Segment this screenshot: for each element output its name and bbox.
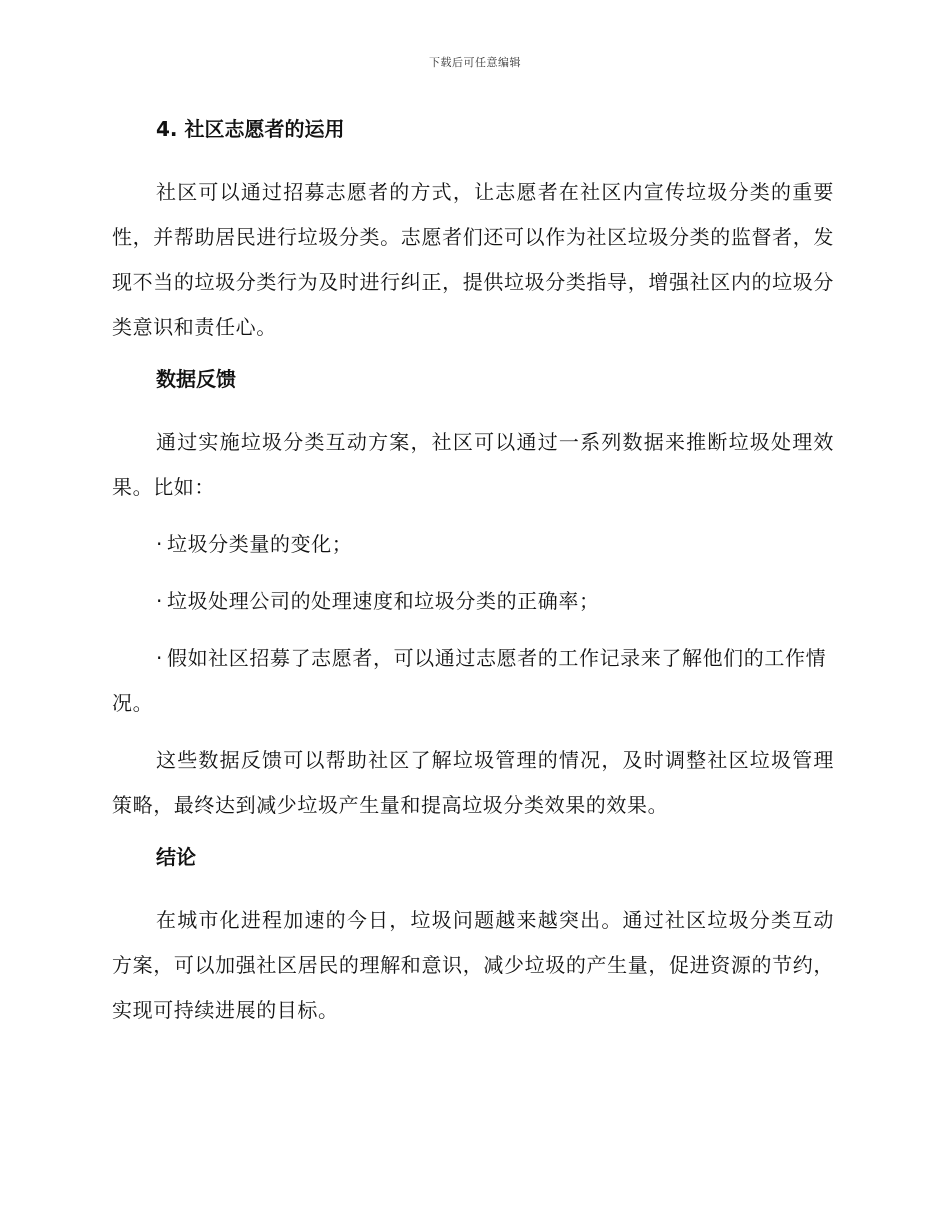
section-heading-conclusion: 结论 [156, 845, 196, 869]
bullet-item [112, 636, 834, 726]
paragraph-conclusion: 在城市化进程加速的今日，垃圾问题越来越突出。通过社区垃圾分类互动方案，可以加强社区居民的理解和意识，减少垃圾的产生量，促进资源的节约，实现可持续进展的目标。 [112, 908, 834, 1022]
bullet-item [112, 522, 834, 567]
bullet-text: 垃圾处理公司的处理速度和垃圾分类的正确率； [166, 589, 600, 613]
paragraph-feedback-intro: 通过实施垃圾分类互动方案，社区可以通过一系列数据来推断垃圾处理效果。比如： [112, 430, 834, 499]
bullet-text: 假如社区招募了志愿者，可以通过志愿者的工作记录来了解他们的工作情况。 [112, 646, 827, 715]
bullet-dot: · [156, 589, 163, 613]
page-header: 下载后可任意编辑 [429, 56, 521, 69]
bullet-item [112, 579, 834, 624]
document-body [112, 112, 834, 1045]
paragraph-feedback-closing: 这些数据反馈可以帮助社区了解垃圾管理的情况，及时调整社区垃圾管理策略，最终达到减少垃圾产生量和提高垃圾分类效果的效果。 [112, 748, 834, 817]
bullet-dot: · [156, 646, 163, 670]
section-heading-volunteers: 4. 社区志愿者的运用 [156, 117, 345, 141]
paragraph-volunteers: 社区可以通过招募志愿者的方式，让志愿者在社区内宣传垃圾分类的重要性，并帮助居民进行垃圾分类。志愿者们还可以作为社区垃圾分类的监督者，发现不当的垃圾分类行为及时进行纠正，提供垃圾分类指导，增强社区内的垃圾分类意识和责任心。 [112, 180, 834, 339]
bullet-text: 垃圾分类量的变化； [166, 532, 353, 556]
section-heading-feedback: 数据反馈 [156, 367, 236, 391]
bullet-dot: · [156, 532, 163, 556]
